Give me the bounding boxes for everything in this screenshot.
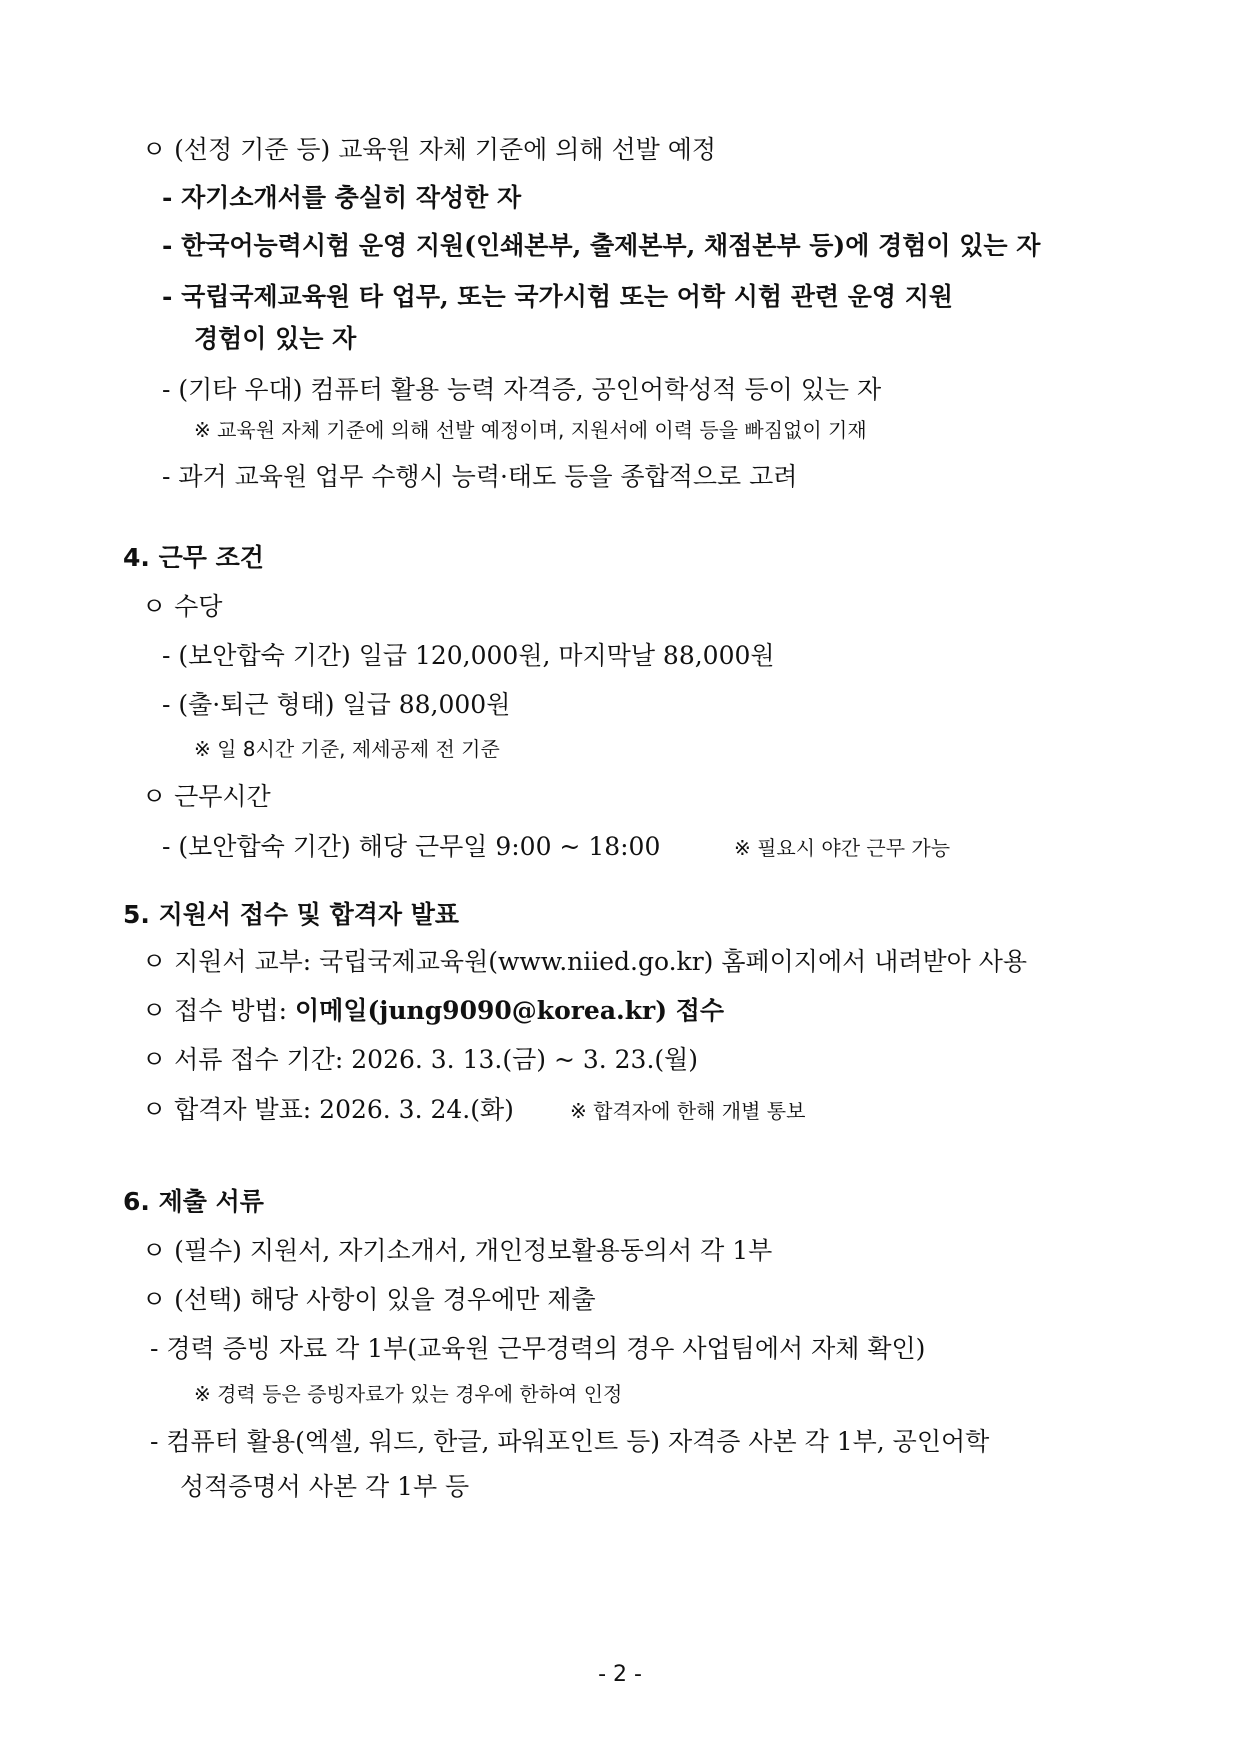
criteria-note: ※ 교육원 자체 기준에 의해 선발 예정이며, 지원서에 이력 등을 빠짐없이 기재 xyxy=(194,418,867,442)
hours-lead: ㅇ 근무시간 xyxy=(142,782,271,811)
section-5-heading: 5. 지원서 접수 및 합격자 발표 xyxy=(123,900,460,929)
certificate-copies-item: - 컴퓨터 활용(엑셀, 워드, 한글, 파워포인트 등) 자격증 사본 각 1부, 공인어학 xyxy=(150,1427,990,1456)
announcement-note: ※ 합격자에 한해 개별 통보 xyxy=(570,1099,806,1123)
hours-item: - (보안합숙 기간) 해당 근무일 9:00 ~ 18:00 xyxy=(162,832,661,861)
criteria-lead: ㅇ (선정 기준 등) 교육원 자체 기준에 의해 선발 예정 xyxy=(142,135,717,164)
pay-item-security-period: - (보안합숙 기간) 일급 120,000원, 마지막날 88,000원 xyxy=(162,641,775,670)
submission-email: 이메일(jung9090@korea.kr) 접수 xyxy=(295,996,725,1025)
section-6-heading: 6. 제출 서류 xyxy=(123,1187,264,1216)
page-number: - 2 - xyxy=(598,1662,642,1687)
optional-documents: ㅇ (선택) 해당 사항이 있을 경우에만 제출 xyxy=(142,1285,596,1314)
pay-note: ※ 일 8시간 기준, 제세공제 전 기준 xyxy=(194,737,500,761)
pay-item-commute: - (출·퇴근 형태) 일급 88,000원 xyxy=(162,690,511,719)
criteria-item-niied-experience: - 국립국제교육원 타 업무, 또는 국가시험 또는 어학 시험 관련 운영 지원 xyxy=(162,282,954,311)
application-form-distribution: ㅇ 지원서 교부: 국립국제교육원(www.niied.go.kr) 홈페이지에서 내려받아 사용 xyxy=(142,947,1028,976)
section-4-heading: 4. 근무 조건 xyxy=(123,543,264,572)
required-documents: ㅇ (필수) 지원서, 자기소개서, 개인정보활용동의서 각 1부 xyxy=(142,1236,773,1265)
criteria-item-self-introduction: - 자기소개서를 충실히 작성한 자 xyxy=(162,183,522,212)
hours-note: ※ 필요시 야간 근무 가능 xyxy=(734,836,951,860)
career-proof-note: ※ 경력 등은 증빙자료가 있는 경우에 한하여 인정 xyxy=(194,1382,623,1406)
submission-method-label: ㅇ 접수 방법: xyxy=(142,996,296,1025)
criteria-item-past-performance: - 과거 교육원 업무 수행시 능력·태도 등을 종합적으로 고려 xyxy=(162,462,798,491)
criteria-item-preference: - (기타 우대) 컴퓨터 활용 능력 자격증, 공인어학성적 등이 있는 자 xyxy=(162,375,882,404)
announcement-date: ㅇ 합격자 발표: 2026. 3. 24.(화) xyxy=(142,1095,514,1124)
pay-lead: ㅇ 수당 xyxy=(142,592,223,621)
criteria-item-niied-experience-cont: 경험이 있는 자 xyxy=(194,324,357,353)
submission-period: ㅇ 서류 접수 기간: 2026. 3. 13.(금) ~ 3. 23.(월) xyxy=(142,1045,699,1074)
career-proof-item: - 경력 증빙 자료 각 1부(교육원 근무경력의 경우 사업팀에서 자체 확인) xyxy=(150,1334,926,1363)
submission-method xyxy=(142,994,724,1028)
certificate-copies-item-cont: 성적증명서 사본 각 1부 등 xyxy=(180,1472,470,1501)
criteria-item-topik-experience: - 한국어능력시험 운영 지원(인쇄본부, 출제본부, 채점본부 등)에 경험이 있는 자 xyxy=(162,231,1041,260)
